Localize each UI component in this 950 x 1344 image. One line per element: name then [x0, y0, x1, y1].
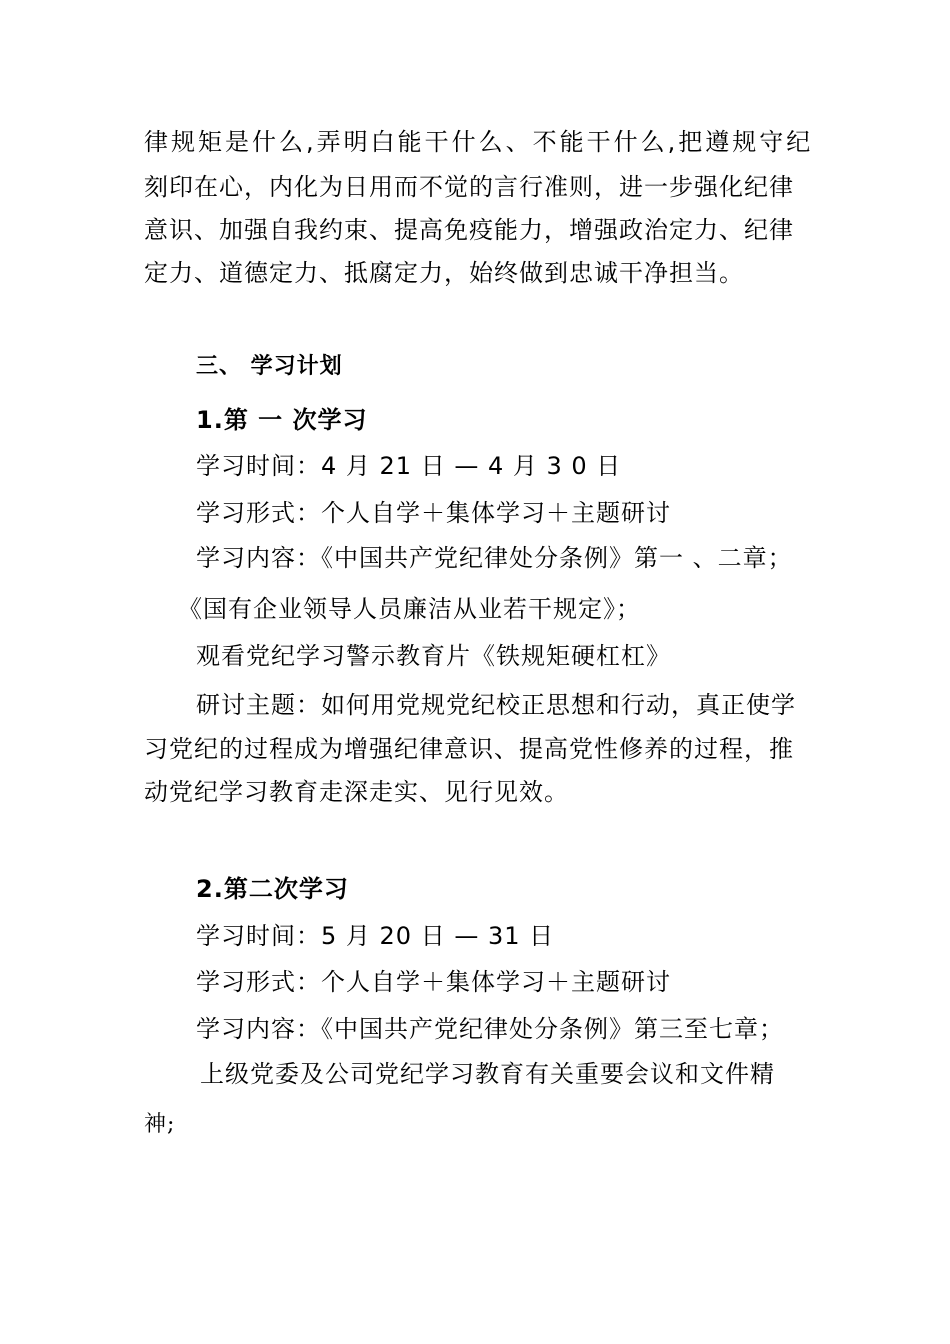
intro-line-4: 定力、道德定力、抵腐定力，始终做到忠诚干净担当。	[144, 259, 744, 287]
study2-content: 学习内容：《中国共产党纪律处分条例》第三至七章；	[196, 1015, 784, 1043]
study1-content-2: 《国有企业领导人员廉洁从业若干规定》；	[178, 595, 641, 623]
study1-topic-line-2: 习党纪的过程成为增强纪律意识、提高党性修养的过程，推	[144, 735, 794, 763]
study2-form: 学习形式：个人自学＋集体学习＋主题研讨	[196, 968, 671, 996]
intro-line-2: 刻印在心，内化为日用而不觉的言行准则，进一步强化纪律	[144, 173, 794, 201]
intro-line-1: 律规矩是什么,弄明白能干什么、不能干什么,把遵规守纪	[144, 128, 814, 156]
study2-content-2-line-1: 上级党委及公司党纪学习教育有关重要会议和文件精	[200, 1060, 775, 1088]
study1-content-3: 观看党纪学习警示教育片《铁规矩硬杠杠》	[196, 642, 671, 670]
study1-content: 学习内容：《中国共产党纪律处分条例》第一 、二章；	[196, 544, 793, 572]
study1-form: 学习形式：个人自学＋集体学习＋主题研讨	[196, 499, 671, 527]
intro-line-3: 意识、加强自我约束、提高免疫能力，增强政治定力、纪律	[144, 216, 794, 244]
study1-topic-line-1: 研讨主题：如何用党规党纪校正思想和行动，真正使学	[196, 691, 796, 719]
study1-time: 学习时间：4 月 21 日 — 4 月 3 0 日	[196, 452, 622, 480]
study1-topic-line-3: 动党纪学习教育走深走实、见行见效。	[144, 778, 569, 806]
study1-title: 1.第 一 次学习	[196, 406, 368, 434]
study2-content-2-line-2: 神;	[144, 1112, 176, 1137]
study2-time: 学习时间：5 月 20 日 — 31 日	[196, 922, 555, 950]
study2-title: 2.第二次学习	[196, 875, 349, 903]
section-heading: 三、 学习计划	[196, 354, 343, 379]
